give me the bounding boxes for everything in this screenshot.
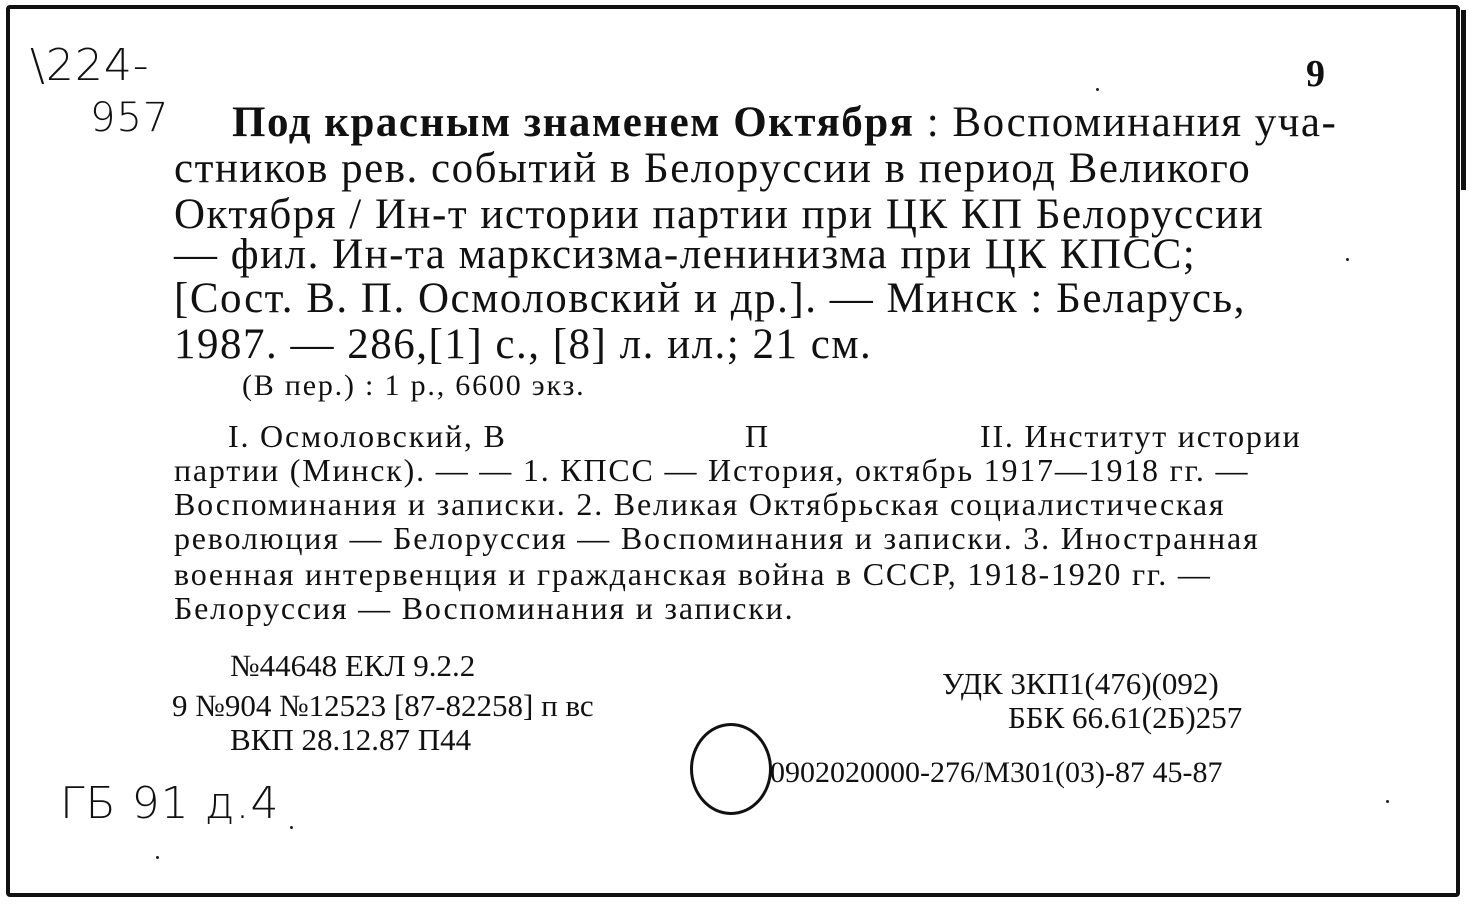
order-numbers: 9 №904 №12523 [87-82258] п вс xyxy=(172,688,594,723)
description-line-5: [Сост. В. П. Осмоловский и др.]. — Минск : Беларусь, xyxy=(174,275,1246,322)
card-edge-mark xyxy=(1461,10,1466,190)
vkp-date: ВКП 28.12.87 П44 xyxy=(230,722,472,757)
speck xyxy=(1096,88,1099,91)
description-line-2: стников рев. событий в Белоруссии в период Великого xyxy=(174,145,1252,192)
tracing-line-2: партии (Минск). — — 1. КПСС — История, октябрь 1917—1918 гг. — xyxy=(174,452,1250,488)
card-number: 9 xyxy=(1306,53,1325,95)
registration-number: №44648 ЕКЛ 9.2.2 xyxy=(230,648,476,683)
circle-stamp xyxy=(690,723,772,815)
tracing-line-3: Воспоминания и записки. 2. Великая Октябрьская социалистическая xyxy=(174,486,1226,522)
handwritten-call-number-top: \224- xyxy=(30,40,150,91)
handwritten-bottom-note: ГБ 91 д.4 xyxy=(60,778,280,829)
bbk-code: ББК 66.61(2Б)257 xyxy=(1008,700,1243,735)
udk-code: УДК 3КП1(476)(092) xyxy=(942,666,1219,701)
speck xyxy=(290,826,293,829)
handwritten-call-number-bottom: 957 xyxy=(90,95,170,141)
description-line-4: — фил. Ин-та марксизма-ленинизма при ЦК КПСС; xyxy=(174,231,1197,278)
speck xyxy=(1346,258,1349,261)
price-line: (В пер.) : 1 р., 6600 экз. xyxy=(242,369,586,402)
speck xyxy=(156,856,159,859)
tracing-author: I. Осмоловский, В xyxy=(228,418,507,454)
publication-code: 0902020000-276/М301(03)-87 45-87 xyxy=(770,756,1223,789)
tracing-line-6: Белоруссия — Воспоминания и записки. xyxy=(174,590,795,626)
description-line-6: 1987. — 286,[1] с., [8] л. ил.; 21 см. xyxy=(174,321,873,368)
description-line-3: Октября / Ин-т истории партии при ЦК КП Белоруссии xyxy=(174,191,1265,238)
tracing-line-4: революция — Белоруссия — Воспоминания и записки. 3. Иностранная xyxy=(174,520,1260,556)
title-continuation: : Воспоминания уча- xyxy=(914,99,1338,146)
description-line-1 xyxy=(232,98,1337,147)
speck xyxy=(1386,800,1389,803)
tracing-author-initial: П xyxy=(745,418,770,454)
book-title: Под красным знаменем Октября xyxy=(232,99,915,146)
tracing-line-5: военная интервенция и гражданская война в СССР, 1918-1920 гг. — xyxy=(174,556,1212,592)
tracing-institute: II. Институт истории xyxy=(980,418,1302,454)
